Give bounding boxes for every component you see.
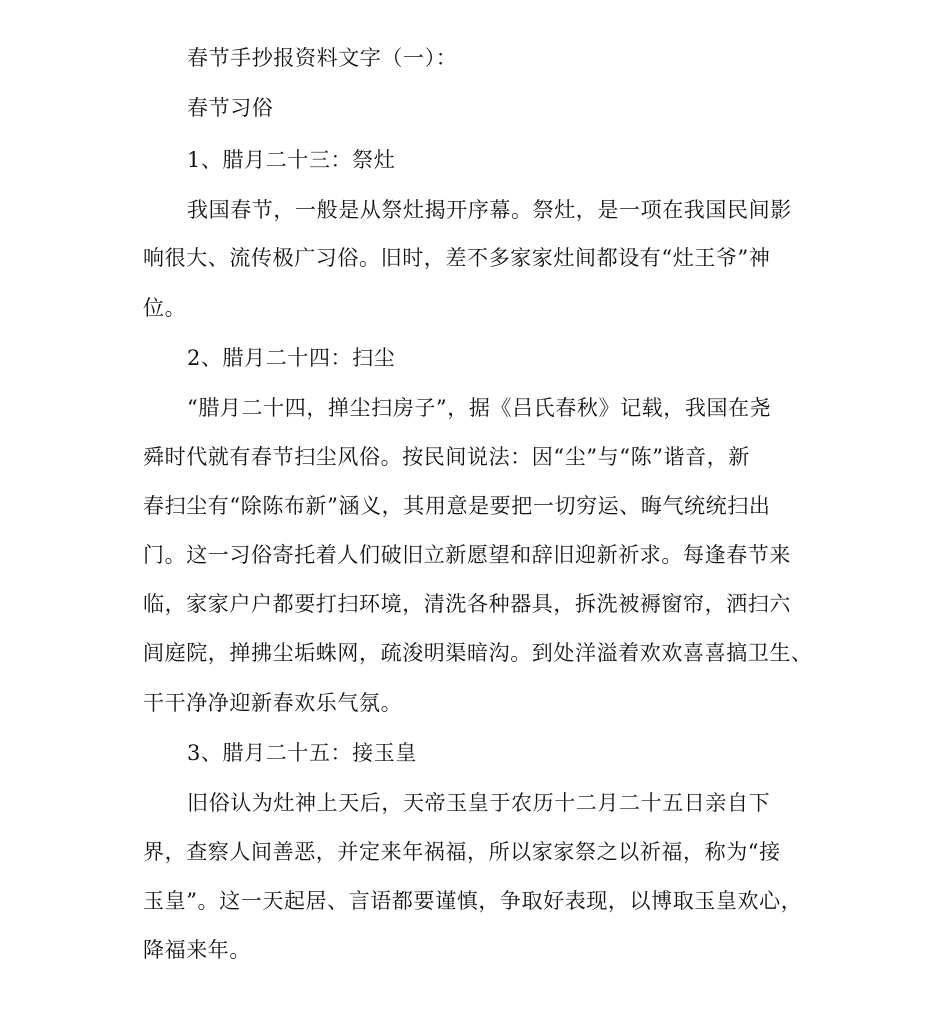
paragraph-line: 我国春节，一般是从祭灶揭开序幕。祭灶，是一项在我国民间影 (187, 198, 792, 222)
document-title: 春节手抄报资料文字（一）： (187, 46, 458, 70)
item-heading-1: 1、腊月二十三：祭灶 (187, 148, 396, 172)
paragraph-line: 降福来年。 (143, 938, 251, 962)
paragraph-line: 闾庭院，掸拂尘垢蛛网，疏浚明渠暗沟。到处洋溢着欢欢喜喜搞卫生、 (143, 641, 813, 665)
paragraph-line: 旧俗认为灶神上天后，天帝玉皇于农历十二月二十五日亲自下 (187, 791, 771, 815)
paragraph-line: 界，查察人间善恶，并定来年祸福，所以家家祭之以祈福，称为“接 (143, 840, 781, 864)
paragraph-line: “腊月二十四，掸尘扫房子”，据《吕氏春秋》记载，我国在尧 (187, 396, 772, 420)
paragraph-line: 舜时代就有春节扫尘风俗。按民间说法：因“尘”与“陈”谐音，新 (143, 445, 750, 469)
paragraph-line: 位。 (143, 296, 187, 320)
paragraph-line: 春扫尘有“除陈布新”涵义，其用意是要把一切穷运、晦气统统扫出 (143, 494, 771, 518)
item-heading-3: 3、腊月二十五：接玉皇 (187, 741, 417, 765)
paragraph-line: 临，家家户户都要打扫环境，清洗各种器具，拆洗被褥窗帘，洒扫六 (143, 592, 791, 616)
paragraph-line: 玉皇”。这一天起居、言语都要谨慎，争取好表现，以博取玉皇欢心， (143, 889, 803, 913)
paragraph-line: 门。这一习俗寄托着人们破旧立新愿望和辞旧迎新祈求。每逢春节来 (143, 543, 791, 567)
item-heading-2: 2、腊月二十四：扫尘 (187, 346, 396, 370)
section-title: 春节习俗 (187, 96, 274, 120)
paragraph-line: 干干净净迎新春欢乐气氛。 (143, 691, 403, 715)
paragraph-line: 响很大、流传极广习俗。旧时，差不多家家灶间都设有“灶王爷”神 (143, 246, 771, 270)
